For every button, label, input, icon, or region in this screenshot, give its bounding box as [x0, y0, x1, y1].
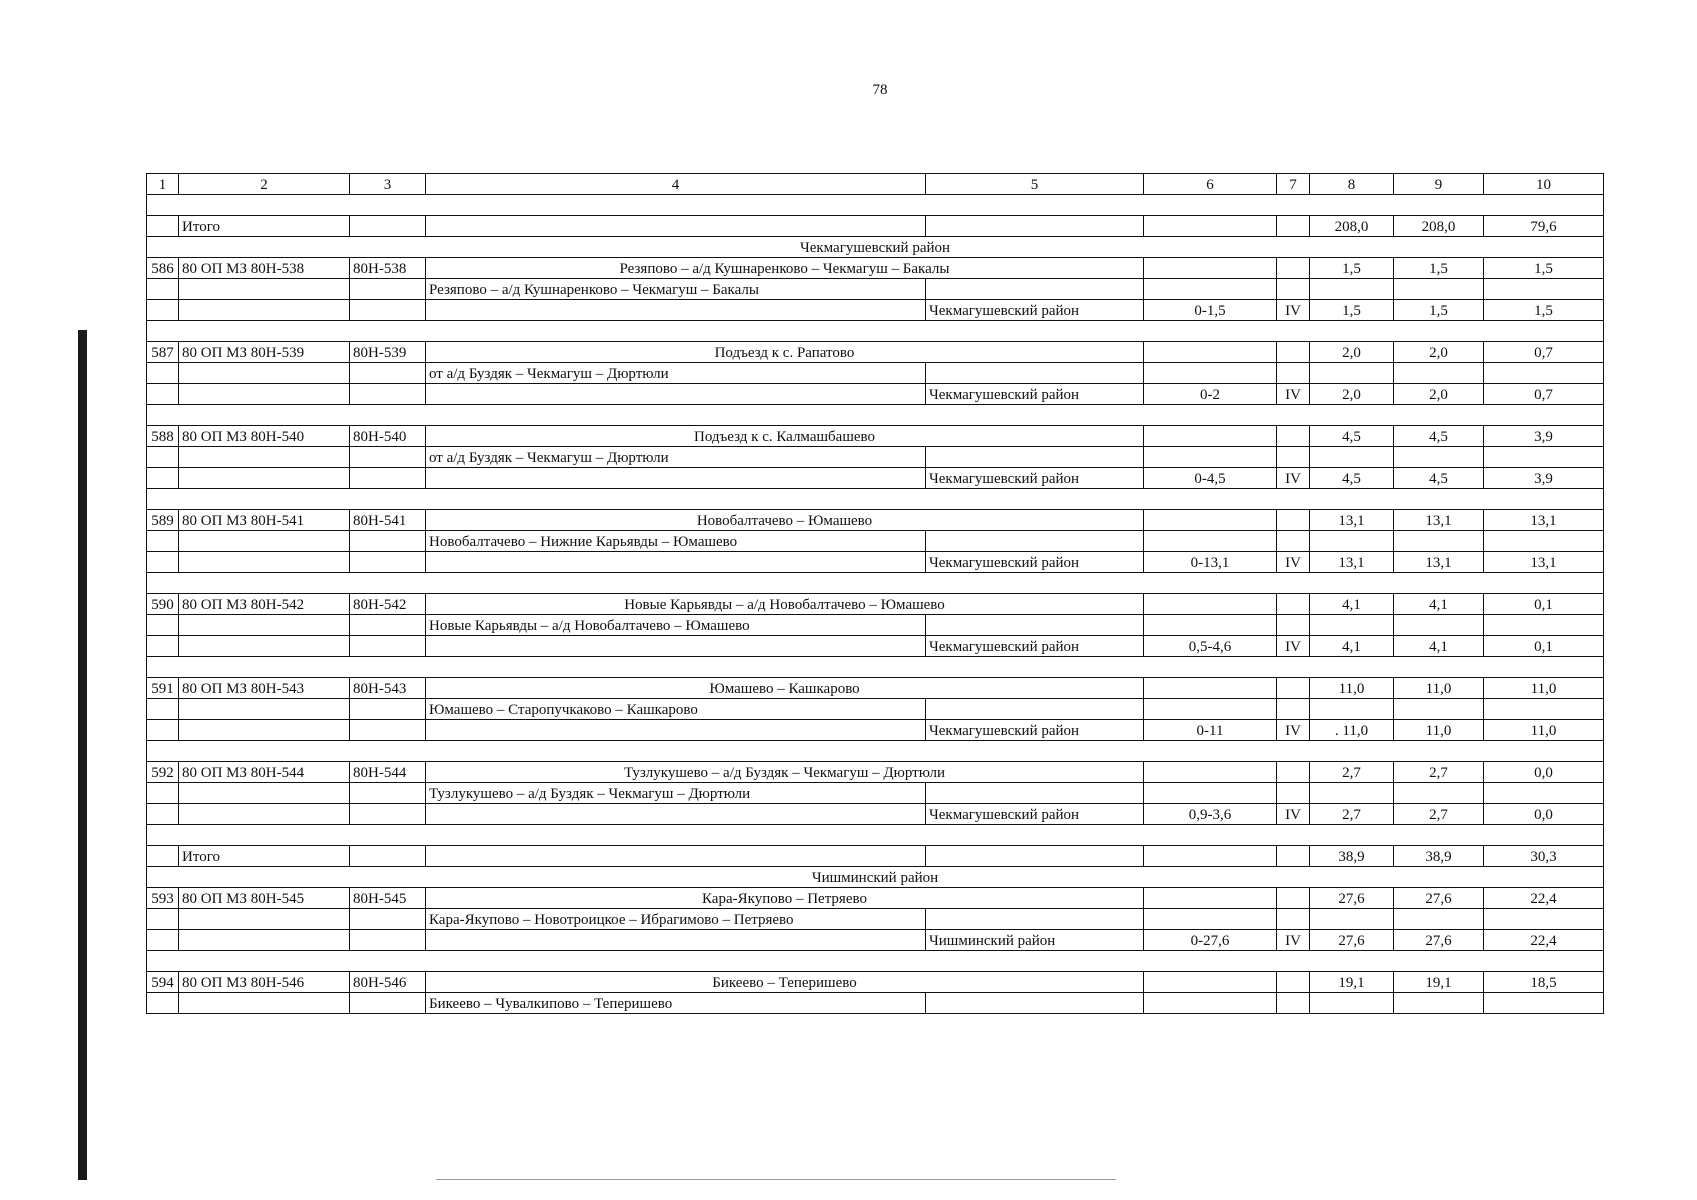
col10-value: 0,0	[1484, 762, 1604, 783]
district-col10: 13,1	[1484, 552, 1604, 573]
road-main-row	[147, 762, 1604, 783]
spacer-row	[147, 405, 1604, 426]
header-cell: 1	[147, 174, 179, 195]
road-km: 0,9-3,6	[1144, 804, 1277, 825]
district-col8: 1,5	[1310, 300, 1394, 321]
col9-value: 11,0	[1394, 678, 1484, 699]
district-row	[147, 867, 1604, 888]
road-category: IV	[1277, 468, 1310, 489]
total-col9: 38,9	[1394, 846, 1484, 867]
row-number: 593	[147, 888, 179, 909]
road-district-row	[147, 552, 1604, 573]
total-col10: 79,6	[1484, 216, 1604, 237]
road-district-row	[147, 300, 1604, 321]
roads-table	[146, 173, 1604, 1014]
col8-value: 13,1	[1310, 510, 1394, 531]
road-route: Кара-Якупово – Новотроицкое – Ибрагимово – Петряево	[426, 909, 926, 930]
spacer-row	[147, 951, 1604, 972]
total-row	[147, 216, 1604, 237]
col9-value: 2,0	[1394, 342, 1484, 363]
header-cell: 7	[1277, 174, 1310, 195]
spacer-row	[147, 741, 1604, 762]
col10-value: 0,7	[1484, 342, 1604, 363]
road-category: IV	[1277, 384, 1310, 405]
col8-value: 4,5	[1310, 426, 1394, 447]
road-district-row	[147, 930, 1604, 951]
district-col8: 13,1	[1310, 552, 1394, 573]
total-col9: 208,0	[1394, 216, 1484, 237]
road-main-row	[147, 510, 1604, 531]
road-main-row	[147, 594, 1604, 615]
road-main-row	[147, 678, 1604, 699]
row-number: 586	[147, 258, 179, 279]
col10-value: 11,0	[1484, 678, 1604, 699]
road-km: 0,5-4,6	[1144, 636, 1277, 657]
road-category: IV	[1277, 636, 1310, 657]
header-cell: 9	[1394, 174, 1484, 195]
district-col10: 0,7	[1484, 384, 1604, 405]
header-row	[147, 174, 1604, 195]
scan-bottom-line	[436, 1179, 1116, 1180]
road-short-code: 80Н-542	[350, 594, 426, 615]
road-district-row	[147, 384, 1604, 405]
road-code: 80 ОП МЗ 80Н-546	[179, 972, 350, 993]
road-short-code: 80Н-543	[350, 678, 426, 699]
header-cell: 2	[179, 174, 350, 195]
district-col9: 2,0	[1394, 384, 1484, 405]
road-code: 80 ОП МЗ 80Н-540	[179, 426, 350, 447]
scan-edge-bar	[78, 330, 87, 1180]
road-main-row	[147, 258, 1604, 279]
district-col10: 0,1	[1484, 636, 1604, 657]
road-route-row	[147, 615, 1604, 636]
total-col8: 208,0	[1310, 216, 1394, 237]
road-code: 80 ОП МЗ 80Н-543	[179, 678, 350, 699]
col9-value: 19,1	[1394, 972, 1484, 993]
row-number: 587	[147, 342, 179, 363]
col10-value: 22,4	[1484, 888, 1604, 909]
col9-value: 27,6	[1394, 888, 1484, 909]
road-district: Чекмагушевский район	[926, 552, 1144, 573]
road-name: Подъезд к с. Рапатово	[426, 342, 1144, 363]
road-short-code: 80Н-541	[350, 510, 426, 531]
row-number: 591	[147, 678, 179, 699]
page-number: 78	[872, 82, 888, 98]
road-route-row	[147, 699, 1604, 720]
district-title: Чекмагушевский район	[147, 237, 1604, 258]
road-code: 80 ОП МЗ 80Н-538	[179, 258, 350, 279]
district-title: Чишминский район	[147, 867, 1604, 888]
district-col9: 27,6	[1394, 930, 1484, 951]
road-name: Резяпово – а/д Кушнаренково – Чекмагуш – Бакалы	[426, 258, 1144, 279]
road-name: Новобалтачево – Юмашево	[426, 510, 1144, 531]
road-district-row	[147, 804, 1604, 825]
road-route: Новые Карьявды – а/д Новобалтачево – Юмашево	[426, 615, 926, 636]
road-name: Юмашево – Кашкарово	[426, 678, 1144, 699]
road-km: 0-4,5	[1144, 468, 1277, 489]
total-label: Итого	[179, 216, 350, 237]
road-category: IV	[1277, 552, 1310, 573]
road-main-row	[147, 426, 1604, 447]
road-code: 80 ОП МЗ 80Н-541	[179, 510, 350, 531]
road-name: Подъезд к с. Калмашбашево	[426, 426, 1144, 447]
spacer-row	[147, 657, 1604, 678]
district-col10: 1,5	[1484, 300, 1604, 321]
district-col8: . 11,0	[1310, 720, 1394, 741]
spacer-row	[147, 573, 1604, 594]
row-number: 589	[147, 510, 179, 531]
road-short-code: 80Н-544	[350, 762, 426, 783]
col9-value: 13,1	[1394, 510, 1484, 531]
road-main-row	[147, 888, 1604, 909]
road-km: 0-11	[1144, 720, 1277, 741]
road-district-row	[147, 468, 1604, 489]
district-col9: 2,7	[1394, 804, 1484, 825]
spacer-row	[147, 489, 1604, 510]
col10-value: 0,1	[1484, 594, 1604, 615]
total-col8: 38,9	[1310, 846, 1394, 867]
road-route-row	[147, 531, 1604, 552]
road-main-row	[147, 342, 1604, 363]
row-number: 590	[147, 594, 179, 615]
road-name: Новые Карьявды – а/д Новобалтачево – Юмашево	[426, 594, 1144, 615]
road-route: Юмашево – Старопучкаково – Кашкарово	[426, 699, 926, 720]
road-km: 0-1,5	[1144, 300, 1277, 321]
header-cell: 5	[926, 174, 1144, 195]
district-col8: 2,0	[1310, 384, 1394, 405]
col8-value: 11,0	[1310, 678, 1394, 699]
row-number: 592	[147, 762, 179, 783]
district-col9: 1,5	[1394, 300, 1484, 321]
col8-value: 2,0	[1310, 342, 1394, 363]
road-route: Новобалтачево – Нижние Карьявды – Юмашево	[426, 531, 926, 552]
road-district: Чекмагушевский район	[926, 804, 1144, 825]
total-col10: 30,3	[1484, 846, 1604, 867]
spacer-row	[147, 321, 1604, 342]
header-cell: 8	[1310, 174, 1394, 195]
road-route-row	[147, 909, 1604, 930]
road-route-row	[147, 447, 1604, 468]
row-number: 588	[147, 426, 179, 447]
road-district: Чекмагушевский район	[926, 384, 1144, 405]
road-district: Чекмагушевский район	[926, 636, 1144, 657]
road-km: 0-27,6	[1144, 930, 1277, 951]
road-route-row	[147, 783, 1604, 804]
district-col8: 4,5	[1310, 468, 1394, 489]
road-district-row	[147, 720, 1604, 741]
col8-value: 19,1	[1310, 972, 1394, 993]
col9-value: 4,1	[1394, 594, 1484, 615]
road-short-code: 80Н-546	[350, 972, 426, 993]
road-short-code: 80Н-545	[350, 888, 426, 909]
road-route: от а/д Буздяк – Чекмагуш – Дюртюли	[426, 447, 926, 468]
col9-value: 1,5	[1394, 258, 1484, 279]
col10-value: 3,9	[1484, 426, 1604, 447]
road-main-row	[147, 972, 1604, 993]
road-district-row	[147, 636, 1604, 657]
road-code: 80 ОП МЗ 80Н-544	[179, 762, 350, 783]
district-col8: 2,7	[1310, 804, 1394, 825]
header-cell: 3	[350, 174, 426, 195]
district-col10: 22,4	[1484, 930, 1604, 951]
road-route: от а/д Буздяк – Чекмагуш – Дюртюли	[426, 363, 926, 384]
row-number: 594	[147, 972, 179, 993]
spacer-row	[147, 195, 1604, 216]
road-short-code: 80Н-540	[350, 426, 426, 447]
col10-value: 1,5	[1484, 258, 1604, 279]
district-col8: 4,1	[1310, 636, 1394, 657]
road-route-row	[147, 363, 1604, 384]
road-code: 80 ОП МЗ 80Н-545	[179, 888, 350, 909]
district-col10: 0,0	[1484, 804, 1604, 825]
col8-value: 2,7	[1310, 762, 1394, 783]
header-cell: 6	[1144, 174, 1277, 195]
col10-value: 18,5	[1484, 972, 1604, 993]
road-short-code: 80Н-538	[350, 258, 426, 279]
district-col9: 4,5	[1394, 468, 1484, 489]
col8-value: 1,5	[1310, 258, 1394, 279]
road-name: Бикеево – Теперишево	[426, 972, 1144, 993]
road-district: Чишминский район	[926, 930, 1144, 951]
road-route: Тузлукушево – а/д Буздяк – Чекмагуш – Дюртюли	[426, 783, 926, 804]
col10-value: 13,1	[1484, 510, 1604, 531]
road-category: IV	[1277, 804, 1310, 825]
road-short-code: 80Н-539	[350, 342, 426, 363]
road-route-row	[147, 993, 1604, 1014]
road-district: Чекмагушевский район	[926, 468, 1144, 489]
road-name: Тузлукушево – а/д Буздяк – Чекмагуш – Дюртюли	[426, 762, 1144, 783]
spacer-row	[147, 825, 1604, 846]
road-route: Бикеево – Чувалкипово – Теперишево	[426, 993, 926, 1014]
road-category: IV	[1277, 300, 1310, 321]
road-route: Резяпово – а/д Кушнаренково – Чекмагуш – Бакалы	[426, 279, 926, 300]
header-cell: 4	[426, 174, 926, 195]
road-district: Чекмагушевский район	[926, 300, 1144, 321]
road-district: Чекмагушевский район	[926, 720, 1144, 741]
district-col9: 11,0	[1394, 720, 1484, 741]
col8-value: 4,1	[1310, 594, 1394, 615]
road-code: 80 ОП МЗ 80Н-539	[179, 342, 350, 363]
district-row	[147, 237, 1604, 258]
road-km: 0-13,1	[1144, 552, 1277, 573]
col8-value: 27,6	[1310, 888, 1394, 909]
road-km: 0-2	[1144, 384, 1277, 405]
col9-value: 2,7	[1394, 762, 1484, 783]
district-col10: 3,9	[1484, 468, 1604, 489]
district-col10: 11,0	[1484, 720, 1604, 741]
district-col8: 27,6	[1310, 930, 1394, 951]
road-route-row	[147, 279, 1604, 300]
header-cell: 10	[1484, 174, 1604, 195]
road-category: IV	[1277, 930, 1310, 951]
total-label: Итого	[179, 846, 350, 867]
road-category: IV	[1277, 720, 1310, 741]
total-row	[147, 846, 1604, 867]
col9-value: 4,5	[1394, 426, 1484, 447]
district-col9: 13,1	[1394, 552, 1484, 573]
road-code: 80 ОП МЗ 80Н-542	[179, 594, 350, 615]
road-name: Кара-Якупово – Петряево	[426, 888, 1144, 909]
district-col9: 4,1	[1394, 636, 1484, 657]
